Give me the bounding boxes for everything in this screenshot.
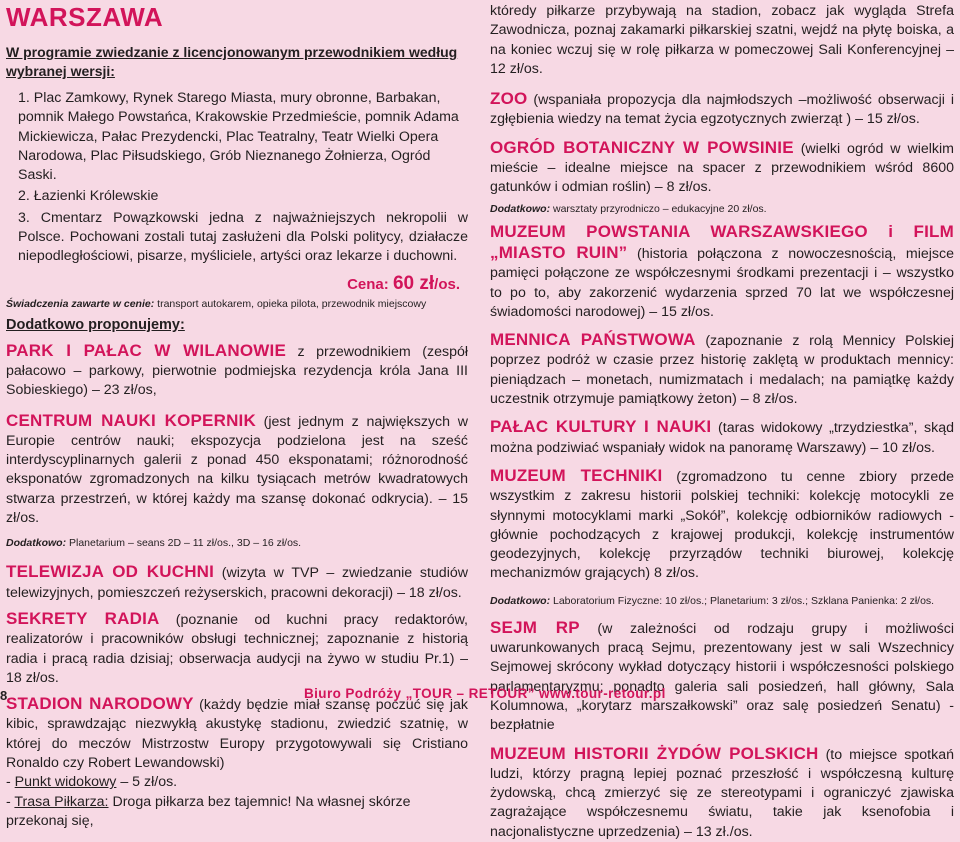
price-label: Cena: [347,275,389,293]
attraction-radio [6,609,468,688]
attraction-stadion [6,694,468,773]
extra-label: Dodatkowo: [490,594,551,607]
attraction-muzeum-zydow [490,744,954,842]
ogrod-extra [490,202,954,216]
attraction-text: (w zależności od rodzaju grupy i możliwości uwarunkowanych pracą Sejmu, prezentowany jest w sali Wszechnicy Sejmowej skrócony wykład dotyczący historii i współczesności polskiego parlamentaryzmu; ponadto galeria sali posiedzeń, hall główny, Sala Kolumnowa, „korytarz marszałkowski” oraz salę posiedzeń Senatu) - bezpłatnie [490,620,954,734]
attraction-name: PARK I PAŁAC W WILANOWIE [6,340,286,360]
attraction-kopernik [6,411,468,529]
attraction-name: SEKRETY RADIA [6,608,160,628]
extra-label: Dodatkowo: [6,537,67,550]
price-unit: /os. [434,275,460,293]
attraction-name: OGRÓD BOTANICZNY W POWSINIE [490,137,794,157]
stadion-option [6,773,468,792]
page-title: WARSZAWA [6,2,164,32]
right-column [488,0,960,842]
stadion-continuation: któredy piłkarze przybywają na stadion, zobacz jak wygląda Strefa Zawodnicza, poznaj zakamarki piłkarskiej szatni, wejdź na płytę boiska, a na koniec wczuj się w rolę piłkarza w pomeczowej Sali Konferencyjnej – 12 zł/os. [490,3,954,77]
price [6,273,460,295]
attraction-text: (wielki ogród w wielkim mieście – idealne miejsce na spacer z przewodnikiem wśród 8600 gatunków i odmian roślin) – 8 zł/os. [490,140,954,196]
attraction-ogrod [490,138,954,198]
program-item: 3. Cmentarz Powązkowski jedna z najważniejszych nekropolii w Polsce. Pochowani zostali tutaj zasłużeni dla Polski politycy, działacze niepodległościowi, pisarze, myśliciele, artyści oraz lekarze i duchowni. [18,209,468,265]
attraction-text: (jest jednym z największych w Europie centrów nauki; ekspozycja podzielona jest na sześć interdyscyplinarnych galerii z ponad 450 eksponatami; różnorodność eksponatów zgromadzonych na kilku tysiącach metrów kwadratowych stwarza przestrzeń, w której każdy ma szansę dokonać odkrycia). – 15 zł/os. [6,413,468,527]
attraction-text: (taras widokowy „trzydziestka”, skąd można podziwiać wspaniały widok na panoramę Warszawy) – 10 zł/os. [490,420,955,456]
attraction-name: ZOO [490,89,528,109]
attraction-text: (zgromadzono tu cenne zbiory przede wszystkim z zakresu historii polskiej techniki: kolekcję motocykli ze słynnymi motocyklami marki „Sokół”, kolekcję odbiorników radiowych - głównie pochodzących z krajowej produkcji, kolekcję instrumentów geodezyjnych, kolekcję przyrządów techniki biurowej, kolekcję mechanizmów grających) 8 zł/os. [490,468,954,582]
extra-label: Dodatkowo: [490,202,551,215]
attraction-text: (historia połączona z nowoczesnością, miejsce pamięci połączone ze współczesnymi środkami prezentacji i – wszystko to po to, aby zakorzenić wydarzenia sprzed 70 lat we współczesnej świadomości narodowej) – 15 zł/os. [490,245,954,320]
attraction-text: (każdy będzie miał szansę poczuć się jak kibic, sprawdzając niezwykłą akustykę stadionu, zwiedzić szatnię, w której do meczów Mistrzostw Europy przygotowywali się Cristiano Ronaldo czy Robert Lewandowski) [6,697,468,772]
attraction-mennica [490,330,954,409]
attraction-zoo [490,89,954,130]
attraction-name: TELEWIZJA OD KUCHNI [6,562,215,582]
attraction-name: PAŁAC KULTURY I NAUKI [490,417,712,437]
option-dash: - [6,793,15,810]
attraction-name: MENNICA PAŃSTWOWA [490,330,696,350]
attraction-text: (poznanie od kuchni pracy redaktorów, realizatorów i pracowników obsługi technicznej; zapoznanie z historią radia i pracą radia dzisiaj; obserwacja audycji na żywo w studiu Pr.1) – 18 zł/os. [6,611,468,686]
attraction-tvp [6,562,468,603]
attraction-name: MUZEUM POWSTANIA WARSZAWSKIEGO i FILM „MIASTO RUIN” [490,221,954,262]
technika-extra [490,594,954,608]
attraction-muzeum-powstania [490,222,954,322]
extra-text: Planetarium – seans 2D – 11 zł/os., 3D – 16 zł/os. [66,537,302,550]
program-item: 2. Łazienki Królewskie [18,188,159,205]
attraction-text: (zapoznanie z rolą Mennicy Polskiej poprzez podróż w czasie przez historię zaklętą w produktach mennicy: pieniądzach – monetach, numizmatach i medalach; na pamiątkę każdy uczestnik otrzymuje pamiątkowy żeton) – 8 zł/os. [490,333,954,408]
included-text: transport autokarem, opieka pilota, przewodnik miejscowy [154,297,427,310]
option-text: Droga piłkarza bez tajemnic! Na własnej skórze przekonaj się, [6,793,411,829]
option-dash: - [6,774,15,791]
attraction-name: STADION NARODOWY [6,694,194,714]
price-value: 60 zł [392,272,435,294]
left-column [0,0,478,831]
attraction-name: MUZEUM TECHNIKI [490,465,663,485]
attraction-muzeum-techniki [490,466,954,584]
stadion-option [6,793,468,832]
program-list [6,89,468,267]
attraction-name: SEJM RP [490,617,580,637]
option-name: Punkt widokowy [14,774,117,791]
attraction-text: (wizyta w TVP – zwiedzanie studiów telewizyjnych, pomieszczeń reżyserskich, pracowni dekoracji) – 18 zł/os. [6,565,468,601]
attraction-wilanow [6,341,468,401]
kopernik-extra [6,536,468,550]
program-item: 1. Plac Zamkowy, Rynek Starego Miasta, mury obronne, Barbakan, pomnik Małego Powstańca, Krakowskie Przedmieście, pomnik Adama Mickiewicza, Pałac Prezydencki, Plac Teatralny, Teatr Wielki Opera Narodowa, Plac Piłsudskiego, Grób Nieznanego Żołnierza, Ogród Saski. [18,90,459,184]
option-text: – 5 zł/os. [116,774,178,791]
attraction-palac-kultury [490,417,954,458]
included-note [6,297,468,311]
option-name: Trasa Piłkarza: [14,793,109,810]
extras-heading: Dodatkowo proponujemy: [6,316,185,333]
attraction-sejm [490,618,954,736]
footer-agency: Biuro Podróży „TOUR – RETOUR” www.tour-retour.pl [304,686,666,701]
extra-text: Laboratorium Fizyczne: 10 zł/os.; Planetarium: 3 zł/os.; Szklana Panienka: 2 zł/os. [550,594,935,607]
attraction-name: CENTRUM NAUKI KOPERNIK [6,410,256,430]
extra-text: warsztaty przyrodniczo – edukacyjne 20 zł/os. [550,202,767,215]
attraction-name: MUZEUM HISTORII ŻYDÓW POLSKICH [490,743,819,763]
included-label: Świadczenia zawarte w cenie: [6,297,155,310]
attraction-text: (wspaniała propozycja dla najmłodszych –możliwość obserwacji i zgłębienia wiedzy na temat życia egzotycznych zwierząt ) – 15 zł/os. [490,92,954,128]
page-number: 8 [0,688,8,703]
attraction-text: z przewodnikiem (zespół pałacowo – parkowy, pierwotnie podmiejska rezydencja króla Jana III Sobieskiego) – 23 zł/os, [6,343,468,399]
program-heading: W programie zwiedzanie z licencjonowanym przewodnikiem według wybranej wersji: [6,44,458,79]
attraction-text: (to miejsce spotkań ludzi, którzy pragną lepiej poznać przeszłość i współczesną kulturę żydowską, chcą zmierzyć się ze stereotypami i ograniczyć zjawiska zagrażające współczesnemu światu, takie jak ksenofobia i nacjonalistyczne uprzedzenia) – 13 zł./os. [490,746,954,840]
